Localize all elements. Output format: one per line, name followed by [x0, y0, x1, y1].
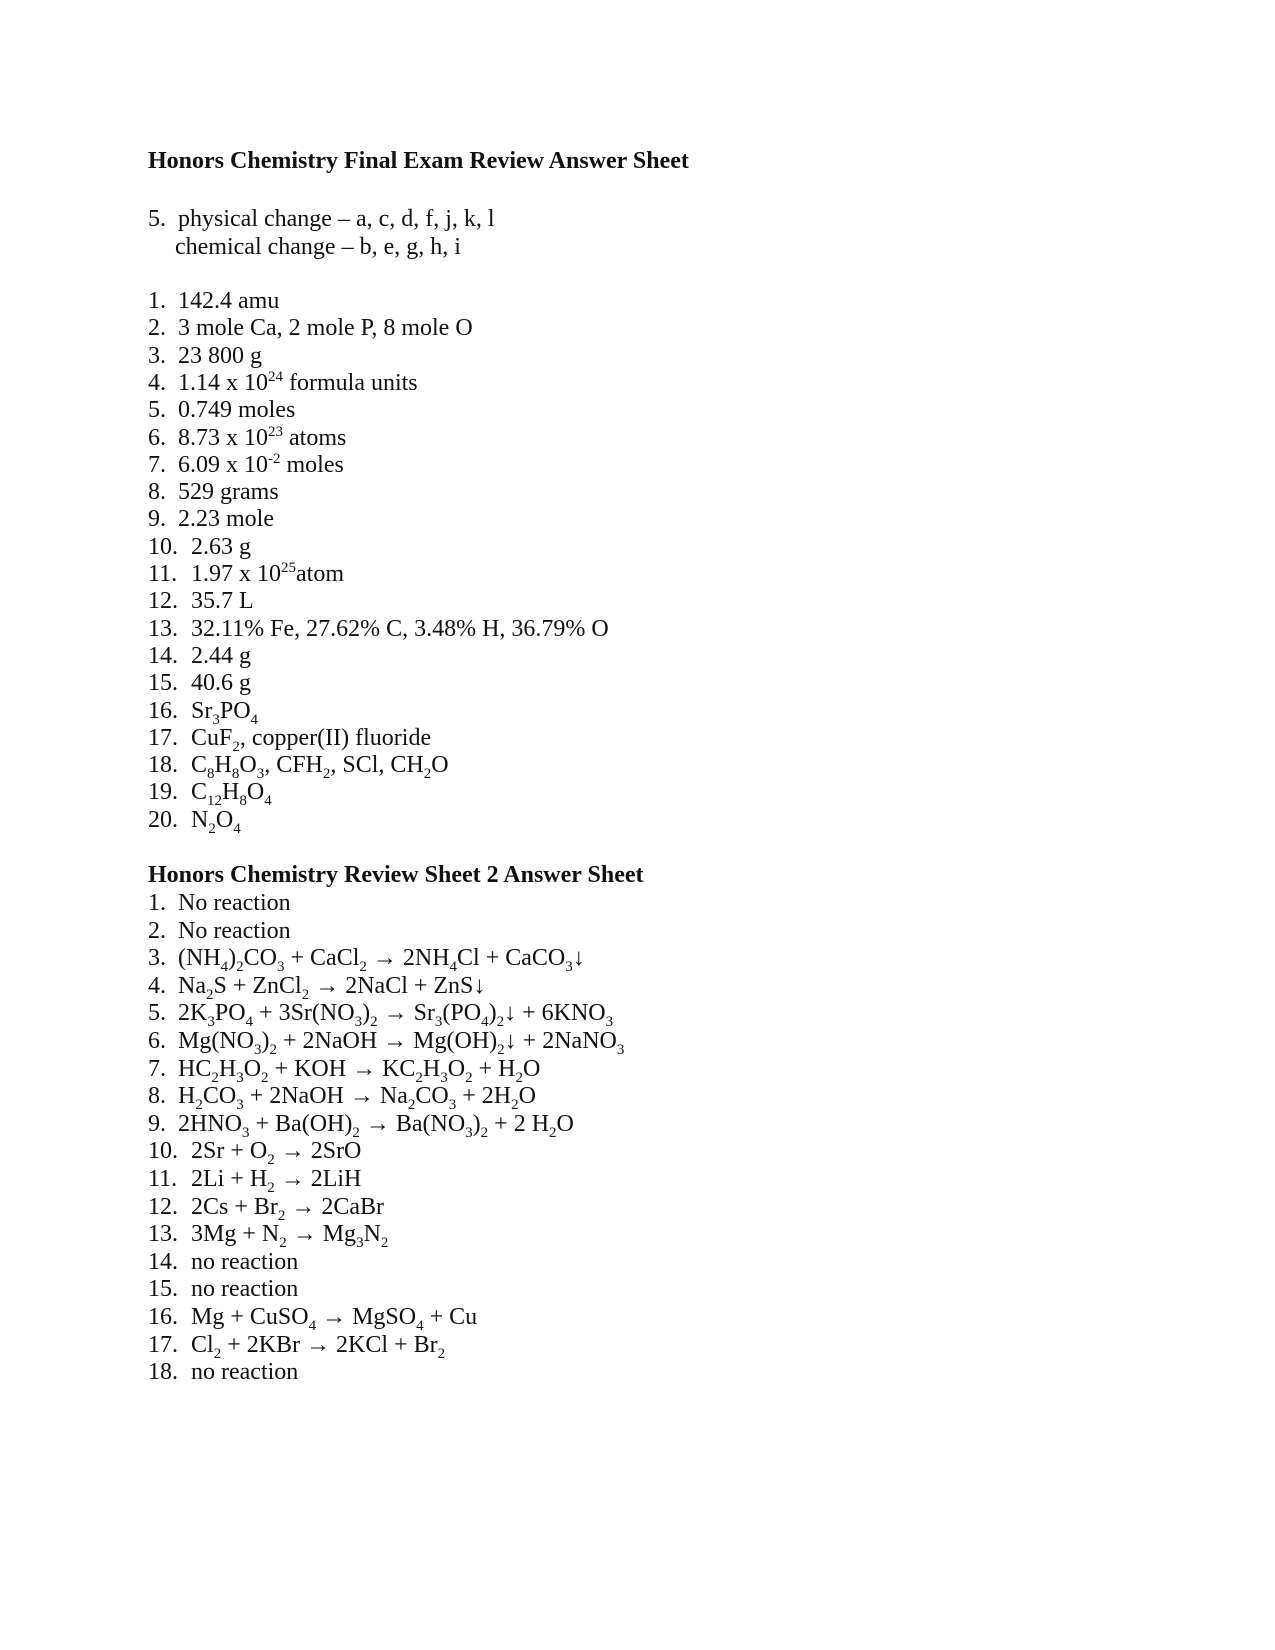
section1-answer-item [148, 287, 279, 315]
section1-answer-item [148, 724, 432, 755]
answer-number: 1. [148, 890, 166, 916]
answer-number: 11. [148, 1166, 178, 1192]
section2-answer-item [148, 1275, 298, 1303]
section1-answer-item [148, 587, 254, 615]
answer-text: $3Mg + N_2 \to Mg_3N_2$ [191, 1221, 389, 1251]
section1-answer-item [148, 342, 262, 370]
section1-answer-item [148, 369, 418, 397]
answer-number: 16. [148, 1304, 178, 1330]
answer-text: 6.09 x $10^{-2}$ moles [178, 450, 344, 478]
answer-number: 3. [148, 945, 166, 972]
section1-answer-item [148, 615, 609, 643]
answer-text: 2.44 g [191, 642, 251, 669]
answer-text: $C_{12}H_8O_4$ [191, 779, 272, 810]
q5-physical-text: physical change – a, c, d, f, j, k, l [178, 206, 495, 232]
section1-answer-item [148, 669, 251, 697]
answer-number: 7. [148, 451, 166, 478]
answer-text: 23 800 g [178, 342, 262, 369]
section1-answer-item [148, 697, 259, 728]
answer-number: 2. [148, 917, 166, 944]
answer-number: 10. [148, 533, 178, 560]
answer-text: 2.63 g [191, 533, 251, 560]
answer-text: $C_8H_8O_3$, $CFH_2$, SCl, $CH_2O$ [191, 752, 449, 782]
answer-number: 15. [148, 1276, 178, 1303]
answer-number: 7. [148, 1055, 166, 1082]
section2-answer-item [148, 1193, 385, 1224]
section2-answer-item [148, 1248, 298, 1276]
section2-answer-item [148, 889, 291, 917]
section1-answer-item [148, 806, 241, 837]
section2-answer-item [148, 1137, 362, 1169]
answer-text: $2K_3PO_4 + 3Sr(NO_3)_2$ → $Sr_3(PO_4)_2↓ + 6KNO_3$ [178, 1000, 614, 1031]
answer-number: 10. [148, 1138, 178, 1165]
answer-text: no reaction [191, 1359, 299, 1386]
section1-answer-item [148, 560, 344, 588]
answer-number: 17. [148, 724, 178, 751]
section2-title: Honors Chemistry Review Sheet 2 Answer Sheet [148, 862, 644, 888]
answer-text: No reaction [178, 917, 291, 944]
answer-text: 2.23 mole [178, 506, 274, 533]
answer-number: 4. [148, 369, 166, 396]
q5-number: 5. [148, 206, 166, 232]
answer-text: 1.14 x $10^{24}$ formula units [178, 368, 418, 396]
answer-text: $Sr_3PO_4$ [191, 697, 259, 728]
answer-text: $(NH_4)_2CO_3$ + CaCl$_2$ → $2NH_4Cl$ + CaCO$_3$↓ [178, 945, 585, 975]
answer-text: CuF$_2$, copper(II) fluoride [191, 724, 432, 755]
section1-answer-item [148, 778, 272, 810]
answer-number: 13. [148, 615, 178, 642]
answer-number: 8. [148, 1083, 166, 1110]
answer-text: 35.7 L [191, 588, 254, 615]
answer-number: 5. [148, 1000, 166, 1027]
section2-answer-item [148, 1303, 478, 1334]
answer-text: 529 grams [178, 479, 279, 506]
section2-answer-item [148, 999, 614, 1031]
answer-text: 0.749 moles [178, 397, 296, 424]
section2-answer-item [148, 972, 486, 1003]
section2-answer-item [148, 944, 585, 975]
section1-answer-item [148, 533, 251, 561]
answer-number: 18. [148, 1359, 178, 1386]
answer-number: 12. [148, 588, 178, 615]
answer-text: no reaction [191, 1248, 299, 1275]
answer-number: 17. [148, 1331, 178, 1358]
answer-number: 11. [148, 561, 178, 587]
answer-text: 32.11% Fe, 27.62% C, 3.48% H, 36.79% O [191, 615, 609, 642]
answer-text: $N_2O_4$ [191, 806, 241, 837]
answer-number: 5. [148, 397, 166, 424]
answer-text: 40.6 g [191, 670, 251, 697]
answer-number: 2. [148, 315, 166, 342]
answer-number: 16. [148, 697, 178, 724]
section2-answer-item [148, 917, 291, 945]
answer-number: 3. [148, 342, 166, 369]
section2-answer-item [148, 1055, 541, 1086]
q5-chemical-line [175, 233, 461, 261]
section2-answer-item [148, 1220, 389, 1251]
section1-title: Honors Chemistry Final Exam Review Answer Sheet [148, 148, 689, 174]
answer-text: 8.73 x $10^{23}$ atoms [178, 423, 347, 451]
answer-text: 142.4 amu [178, 288, 280, 314]
answer-number: 6. [148, 1028, 166, 1054]
section2-answer-item [148, 1027, 625, 1058]
answer-number: 1. [148, 288, 166, 314]
answer-number: 12. [148, 1193, 178, 1220]
section1-answer-item [148, 314, 473, 342]
section2-answer-item [148, 1165, 362, 1196]
answer-text: $H_2CO_3$ + 2NaOH → $Na_2CO_3 + 2H_2O$ [178, 1083, 536, 1113]
answer-text: $2Sr + O_2 \to 2SrO$ [191, 1138, 362, 1169]
answer-number: 19. [148, 779, 178, 806]
answer-number: 14. [148, 642, 178, 669]
answer-text: $HC_2H_3O_2$ + KOH → $KC_2H_3O_2 + H_2O$ [178, 1055, 541, 1086]
answer-text: 1.97 x $10^{25}atom$ [191, 560, 344, 587]
section1-answer-item [148, 751, 449, 782]
section1-answer-item [148, 642, 251, 670]
answer-number: 15. [148, 670, 178, 697]
answer-text: no reaction [191, 1276, 299, 1303]
answer-text: $2Cs + Br_2$ → 2CaBr [191, 1193, 385, 1224]
section2-answer-item [148, 1110, 574, 1141]
answer-number: 9. [148, 506, 166, 533]
section1-answer-item [148, 505, 274, 533]
answer-text: No reaction [178, 890, 291, 916]
q5-physical-line [148, 205, 495, 233]
answer-number: 6. [148, 424, 166, 451]
section2-answer-item [148, 1358, 298, 1386]
answer-text: $2Li + H_2 \to 2LiH$ [191, 1166, 362, 1196]
answer-text: Mg + CuSO$_4$ → MgSO$_4$ + Cu [191, 1304, 478, 1334]
section1-answer-item [148, 478, 279, 506]
answer-text: $Mg(NO_3)_2$ + 2NaOH → $Mg(OH)_2↓$ + 2NaNO$_3$ [178, 1028, 625, 1058]
answer-text: $Cl_2 + 2KBr \to 2KCl + Br_2$ [191, 1331, 446, 1362]
answer-number: 18. [148, 752, 178, 779]
answer-number: 4. [148, 972, 166, 999]
answer-number: 14. [148, 1248, 178, 1275]
section1-answer-item [148, 424, 346, 452]
answer-text: $2HNO_3 + Ba(OH)_2 \to Ba(NO_3)_2 + 2$ $H_2O$ [178, 1110, 574, 1141]
section2-answer-item [148, 1082, 536, 1113]
section1-answer-item [148, 396, 295, 424]
answer-text: $Na_2S$ + ZnCl$_2$ → 2NaCl + ZnS↓ [178, 972, 486, 1003]
answer-number: 20. [148, 806, 178, 833]
answer-number: 13. [148, 1221, 178, 1248]
answer-number: 9. [148, 1110, 166, 1137]
section1-answer-item [148, 451, 344, 479]
answer-number: 8. [148, 479, 166, 506]
answer-text: 3 mole Ca, 2 mole P, 8 mole O [178, 315, 473, 342]
q5-chemical-text: chemical change – b, e, g, h, i [175, 234, 461, 260]
section2-answer-item [148, 1331, 446, 1362]
